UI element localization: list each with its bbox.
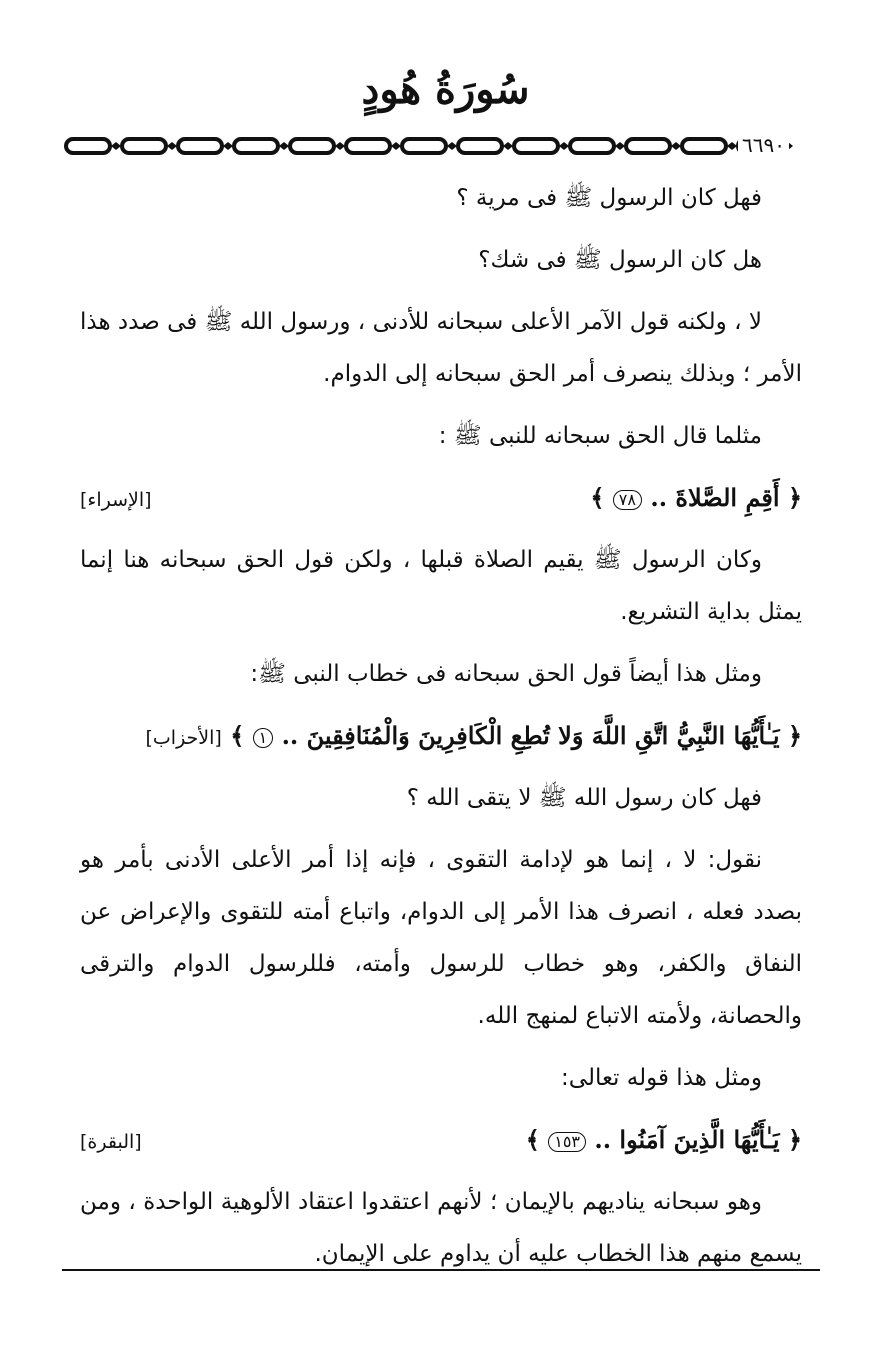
verse-close-bracket: ﴾ <box>525 1125 540 1154</box>
paragraph: لا ، ولكنه قول الآمر الأعلى سبحانه للأدنى ، ورسول الله ﷺ فى صدد هذا الأمر ؛ وبذلك ينصرف أمر الحق سبحانه إلى الدوام. <box>80 309 802 387</box>
surah-reference: [الأحزاب] <box>145 727 222 749</box>
quran-verse <box>80 1114 802 1166</box>
verse-open-bracket: ﴿ <box>787 483 802 512</box>
page-number: ٦٦٩٠ <box>738 134 789 156</box>
paragraph: فهل كان رسول الله ﷺ لا يتقى الله ؟ <box>406 785 762 811</box>
paragraph: ومثل هذا قوله تعالى: <box>561 1065 762 1091</box>
verse-text <box>590 472 802 524</box>
footer-divider <box>62 1269 820 1271</box>
verse-open-bracket: ﴿ <box>787 721 802 750</box>
surah-title: سُورَةُ هُودٍ <box>361 66 530 113</box>
paragraph: وكان الرسول ﷺ يقيم الصلاة قبلها ، ولكن قول الحق سبحانه هنا إنما يمثل بداية التشريع. <box>80 547 802 625</box>
header-ornament-row <box>60 130 835 162</box>
paragraph: ومثل هذا أيضاً قول الحق سبحانه فى خطاب النبى ﷺ: <box>250 661 762 687</box>
verse-body: يَـٰأَيُّهَا النَّبِيُّ اتَّقِ اللَّهَ وَلا تُطِعِ الْكَافِرِينَ وَالْمُنَافِقِينَ .. <box>281 721 780 750</box>
paragraph: وهو سبحانه يناديهم بالإيمان ؛ لأنهم اعتقدوا اعتقاد الألوهية الواحدة ، ومن يسمع منهم هذا الخطاب عليه أن يداوم على الإيمان. <box>80 1189 802 1267</box>
verse-body: أَقِمِ الصَّلاةَ .. <box>650 483 780 512</box>
page-body <box>80 172 802 1290</box>
surah-reference: [البقرة] <box>80 1131 142 1153</box>
quran-verse <box>80 710 802 762</box>
aya-number: ١ <box>253 728 274 748</box>
paragraph: فهل كان الرسول ﷺ فى مرية ؟ <box>456 185 762 211</box>
chain-ornament-icon <box>60 130 835 162</box>
paragraph: مثلما قال الحق سبحانه للنبى ﷺ : <box>438 423 762 449</box>
verse-text <box>222 721 802 750</box>
verse-text <box>526 1114 802 1166</box>
verse-open-bracket: ﴿ <box>787 1125 802 1154</box>
quran-verse <box>80 472 802 524</box>
aya-number: ١٥٣ <box>548 1132 586 1152</box>
verse-body: يَـٰأَيُّهَا الَّذِينَ آمَنُوا .. <box>594 1125 780 1154</box>
aya-number: ٧٨ <box>613 490 642 510</box>
verse-close-bracket: ﴾ <box>590 483 605 512</box>
paragraph: نقول: لا ، إنما هو لإدامة التقوى ، فإنه إذا أمر الأعلى الأدنى بأمر هو بصدد فعله ، انصرف هذا الأمر إلى الدوام، واتباع أمته للتقوى والإعراض عن النفاق والكفر، وهو خطاب للرسول وأمته، فللرسول الدوام والترقى والحصانة، ولأمته الاتباع لمنهج الله. <box>80 847 802 1029</box>
verse-close-bracket: ﴾ <box>230 721 245 750</box>
surah-reference: [الإسراء] <box>80 489 152 511</box>
paragraph: هل كان الرسول ﷺ فى شك؟ <box>478 247 762 273</box>
